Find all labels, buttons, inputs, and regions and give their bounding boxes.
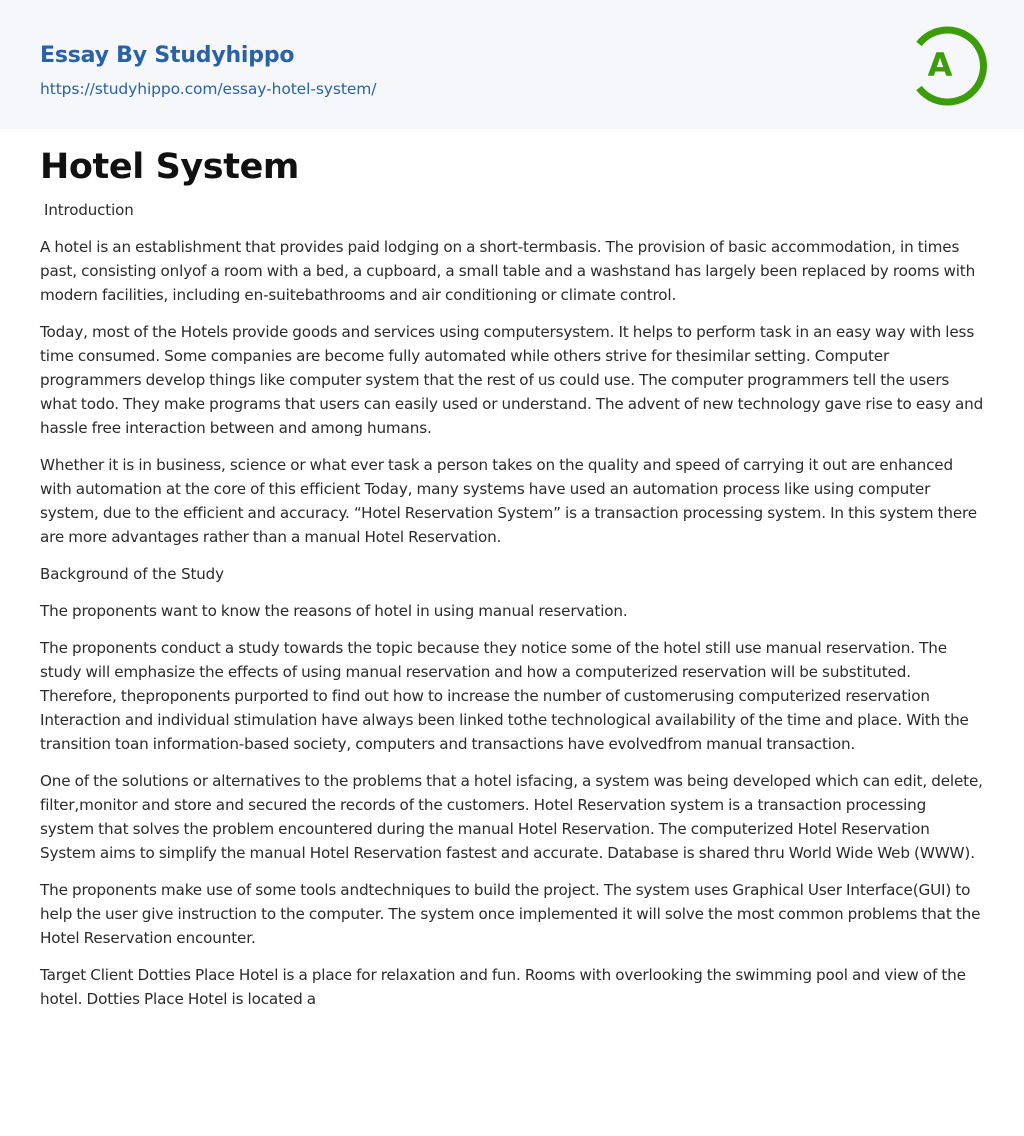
section-heading-introduction: Introduction: [44, 201, 134, 219]
site-header: [0, 0, 1024, 129]
logo-letter: A: [927, 46, 953, 84]
paragraph: The proponents make use of some tools andtechniques to build the project. The system uses Graphical User Interface(GUI) to help the user give instruction to the computer. The system once implemented it will solve the most common problems that the Hotel Reservation encounter.: [40, 881, 981, 947]
paragraph: The proponents want to know the reasons of hotel in using manual reservation.: [40, 602, 628, 620]
paragraph: The proponents conduct a study towards the topic because they notice some of the hotel still use manual reservation. The study will emphasize the effects of using manual reservation and how a computerized reservation will be substituted. Therefore, theproponents purported to find out how to increase the number of customerusing computerized reservation Interaction and individual stimulation have always been linked tothe technological availability of the time and place. With the transition toan information-based society, computers and transactions have evolvedfrom manual transaction.: [40, 639, 969, 753]
paragraph: Today, most of the Hotels provide goods and services using computersystem. It helps to perform task in an easy way with less time consumed. Some companies are become fully automated while others strive for thesimilar setting. Computer programmers develop things like computer system that the rest of us could use. The computer programmers tell the users what todo. They make programs that users can easily used or understand. The advent of new technology gave rise to easy and hassle free interaction between and among humans.: [40, 323, 984, 437]
paragraph: Whether it is in business, science or what ever task a person takes on the quality and speed of carrying it out are enhanced with automation at the core of this efficient Today, many systems have used an automation process like using computer system, due to the efficient and accuracy. “Hotel Reservation System” is a transaction processing system. In this system there are more advantages rather than a manual Hotel Reservation.: [40, 456, 977, 546]
article-content: [0, 129, 1024, 1011]
paragraph: One of the solutions or alternatives to the problems that a hotel isfacing, a system was being developed which can edit, delete, filter,monitor and store and secured the records of the customers. Hotel Reservation system is a transaction processing system that solves the problem encountered during the manual Hotel Reservation. The computerized Hotel Reservation System aims to simplify the manual Hotel Reservation fastest and accurate. Database is shared thru World Wide Web (WWW).: [40, 772, 983, 862]
essay-url-link[interactable]: https://studyhippo.com/essay-hotel-system/: [40, 80, 377, 98]
paragraph: A hotel is an establishment that provides paid lodging on a short-termbasis. The provision of basic accommodation, in times past, consisting onlyof a room with a bed, a cupboard, a small table and a washstand has largely been replaced by rooms with modern facilities, including en-suitebathrooms and air conditioning or climate control.: [40, 238, 976, 304]
brand-title: Essay By Studyhippo: [40, 43, 295, 68]
studyhippo-logo-icon[interactable]: [910, 18, 988, 106]
paragraph: Target Client Dotties Place Hotel is a place for relaxation and fun. Rooms with overlooking the swimming pool and view of the hotel. Dotties Place Hotel is located a: [40, 966, 966, 1008]
section-heading-background: Background of the Study: [40, 565, 224, 583]
page-title: Hotel System: [40, 147, 299, 187]
